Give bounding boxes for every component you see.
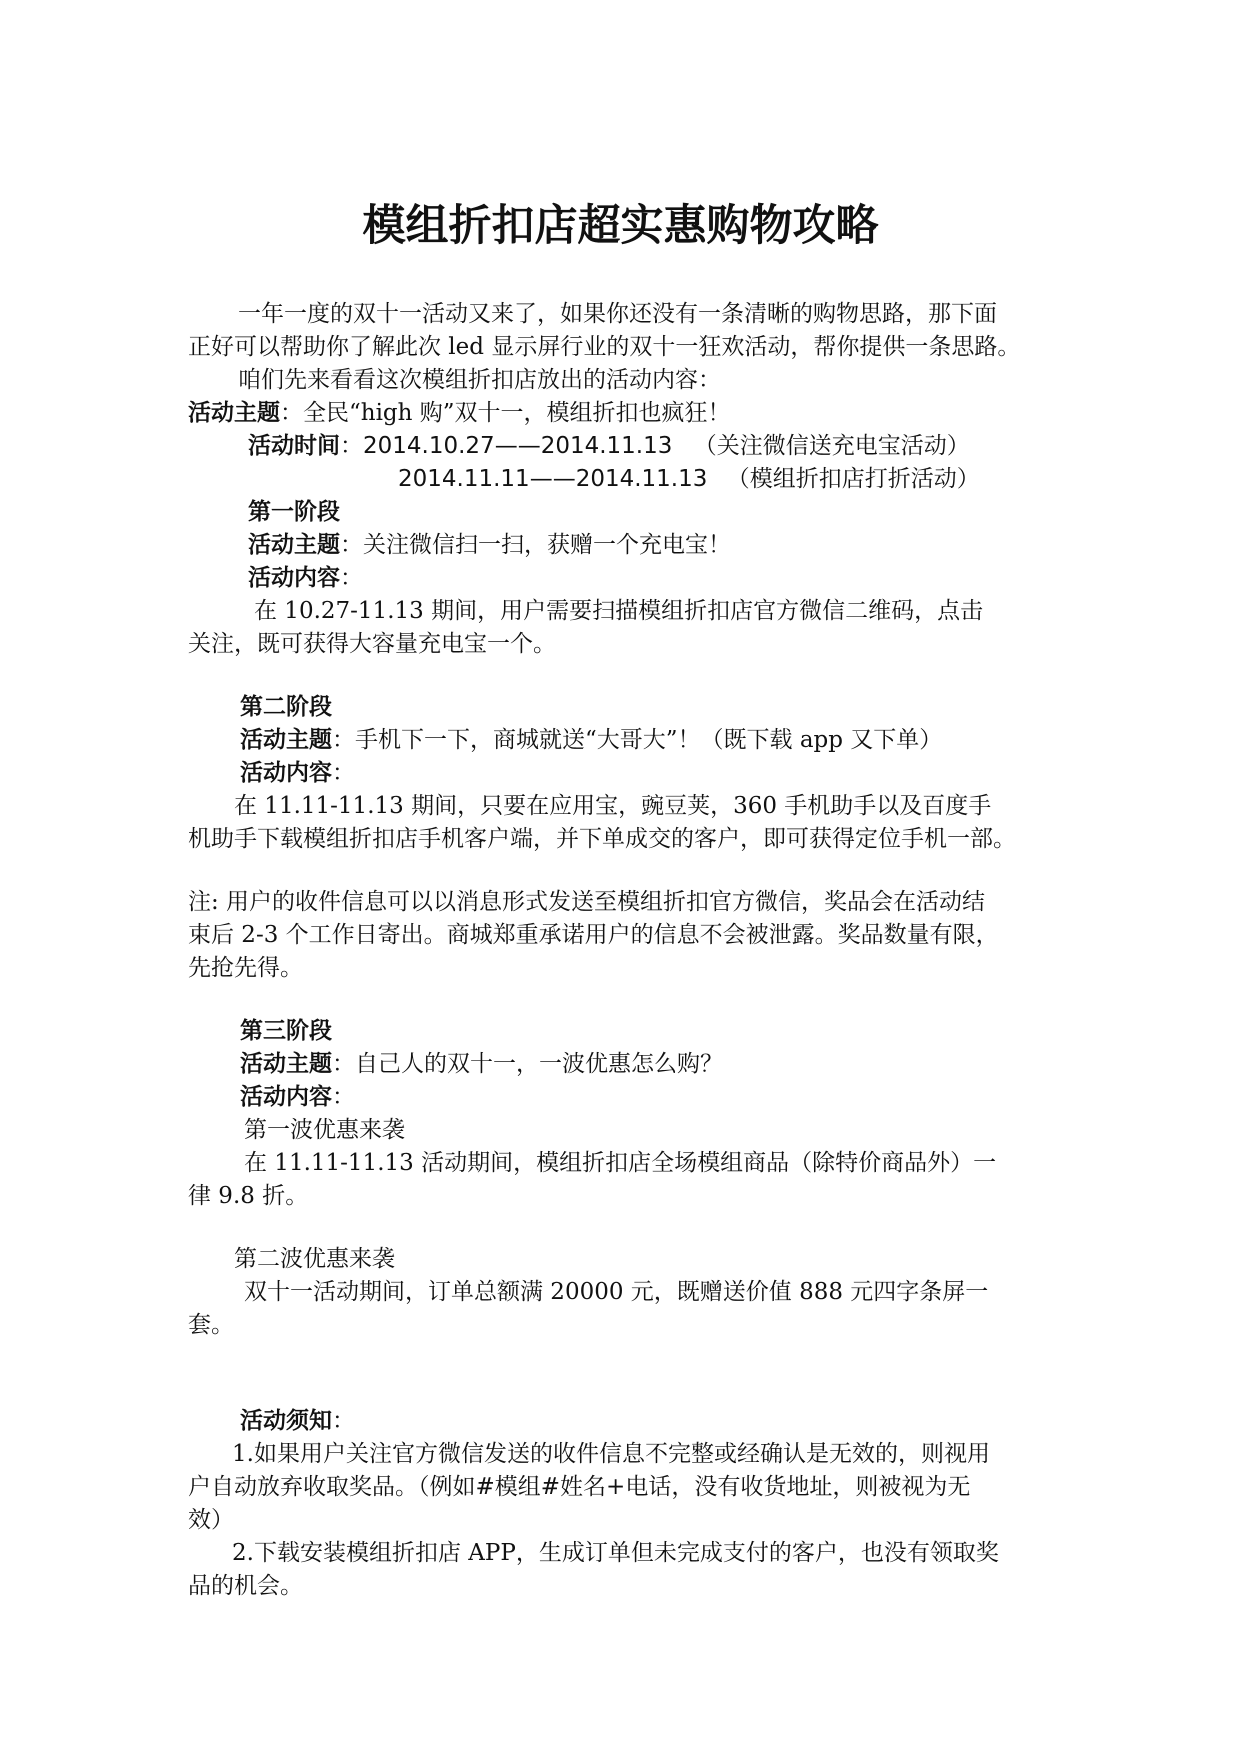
stage3-wave1-line-2: 律 9.8 折。: [188, 1183, 309, 1209]
stage2-theme-label: 活动主题: [240, 726, 332, 753]
event-time-note-2: （模组折扣店打折活动）: [726, 466, 980, 492]
stage3-theme-label: 活动主题: [240, 1050, 332, 1077]
stage3-wave2-title: 第二波优惠来袭: [234, 1246, 395, 1272]
stage3-theme-text: ：自己人的双十一，一波优惠怎么购？: [332, 1051, 723, 1077]
stage3-wave1-line-1: 在 11.11-11.13 活动期间，模组折扣店全场模组商品（除特价商品外）一: [244, 1150, 997, 1176]
event-time-label: 活动时间: [248, 432, 340, 459]
stage2-content-label: 活动内容: [240, 759, 332, 786]
stage1-heading: 第一阶段: [248, 498, 340, 525]
note-line-3: 先抢先得。: [188, 955, 303, 981]
event-time-range-1: 2014.10.27——2014.11.13: [363, 433, 673, 459]
note-line-1: 注: 用户的收件信息可以以消息形式发送至模组折扣官方微信，奖品会在活动结: [188, 889, 986, 915]
stage3-wave1-title: 第一波优惠来袭: [244, 1117, 405, 1143]
notice-label: 活动须知: [240, 1407, 332, 1434]
notice-item1-line-2: 户自动放弃收取奖品。（例如#模组#姓名+电话，没有收货地址，则被视为无: [188, 1474, 971, 1500]
intro-line-1: 一年一度的双十一活动又来了，如果你还没有一条清晰的购物思路，那下面: [238, 301, 997, 327]
stage3-heading: 第三阶段: [240, 1017, 332, 1044]
event-time-sep: ：: [340, 433, 363, 459]
event-time-range-2: 2014.11.11——2014.11.13: [398, 466, 708, 492]
stage1-body-line-1: 在 10.27-11.13 期间，用户需要扫描模组折扣店官方微信二维码，点击: [254, 598, 984, 624]
notice-item2-line-2: 品的机会。: [188, 1573, 303, 1599]
stage1-theme-text: ：关注微信扫一扫，获赠一个充电宝！: [340, 532, 731, 558]
event-time-1: [248, 429, 970, 463]
event-theme: [188, 396, 731, 430]
stage2-body-line-2: 机助手下载模组折扣店手机客户端，并下单成交的客户，即可获得定位手机一部。: [188, 826, 1016, 852]
event-time-note-1: （关注微信送充电宝活动）: [693, 433, 970, 459]
note-line-2: 束后 2-3 个工作日寄出。商城郑重承诺用户的信息不会被泄露。奖品数量有限，: [188, 922, 999, 948]
event-theme-text: ：全民“high 购”双十一，模组折扣也疯狂！: [280, 400, 731, 426]
page-title: 模组折扣店超实惠购物攻略: [362, 201, 879, 251]
notice-item1-line-3: 效）: [188, 1507, 234, 1533]
stage2-theme-text: ：手机下一下，商城就送“大哥大”！（既下载 app 又下单）: [332, 727, 943, 753]
notice-item1-line-1: 1.如果用户关注官方微信发送的收件信息不完整或经确认是无效的，则视用: [232, 1441, 990, 1467]
stage3-wave2-line-1: 双十一活动期间，订单总额满 20000 元，既赠送价值 888 元四字条屏一: [244, 1279, 989, 1305]
stage1-theme-label: 活动主题: [248, 531, 340, 558]
stage2-body-line-1: 在 11.11-11.13 期间，只要在应用宝，豌豆荚，360 手机助手以及百度手: [234, 793, 992, 819]
stage2-content-colon: ：: [332, 760, 355, 786]
intro-line-3: 咱们先来看看这次模组折扣店放出的活动内容：: [238, 367, 721, 393]
intro-line-2: 正好可以帮助你了解此次 led 显示屏行业的双十一狂欢活动，帮你提供一条思路。: [188, 334, 1021, 360]
notice-colon: ：: [332, 1408, 355, 1434]
stage1-content-colon: ：: [340, 565, 363, 591]
stage3-wave2-line-2: 套。: [188, 1312, 234, 1338]
stage1-body-line-2: 关注，既可获得大容量充电宝一个。: [188, 631, 556, 657]
notice-heading: [240, 1404, 355, 1438]
stage1-theme: [248, 528, 731, 562]
stage2-content: [240, 756, 355, 790]
stage1-content: [248, 561, 363, 595]
stage3-content-colon: ：: [332, 1084, 355, 1110]
stage2-theme: [240, 723, 942, 757]
stage2-heading: 第二阶段: [240, 693, 332, 720]
stage3-content-label: 活动内容: [240, 1083, 332, 1110]
event-theme-label: 活动主题: [188, 399, 280, 426]
stage3-theme: [240, 1047, 723, 1081]
stage3-content: [240, 1080, 355, 1114]
event-time-2: [398, 462, 980, 496]
stage1-content-label: 活动内容: [248, 564, 340, 591]
notice-item2-line-1: 2.下载安装模组折扣店 APP，生成订单但未完成支付的客户，也没有领取奖: [232, 1540, 999, 1566]
